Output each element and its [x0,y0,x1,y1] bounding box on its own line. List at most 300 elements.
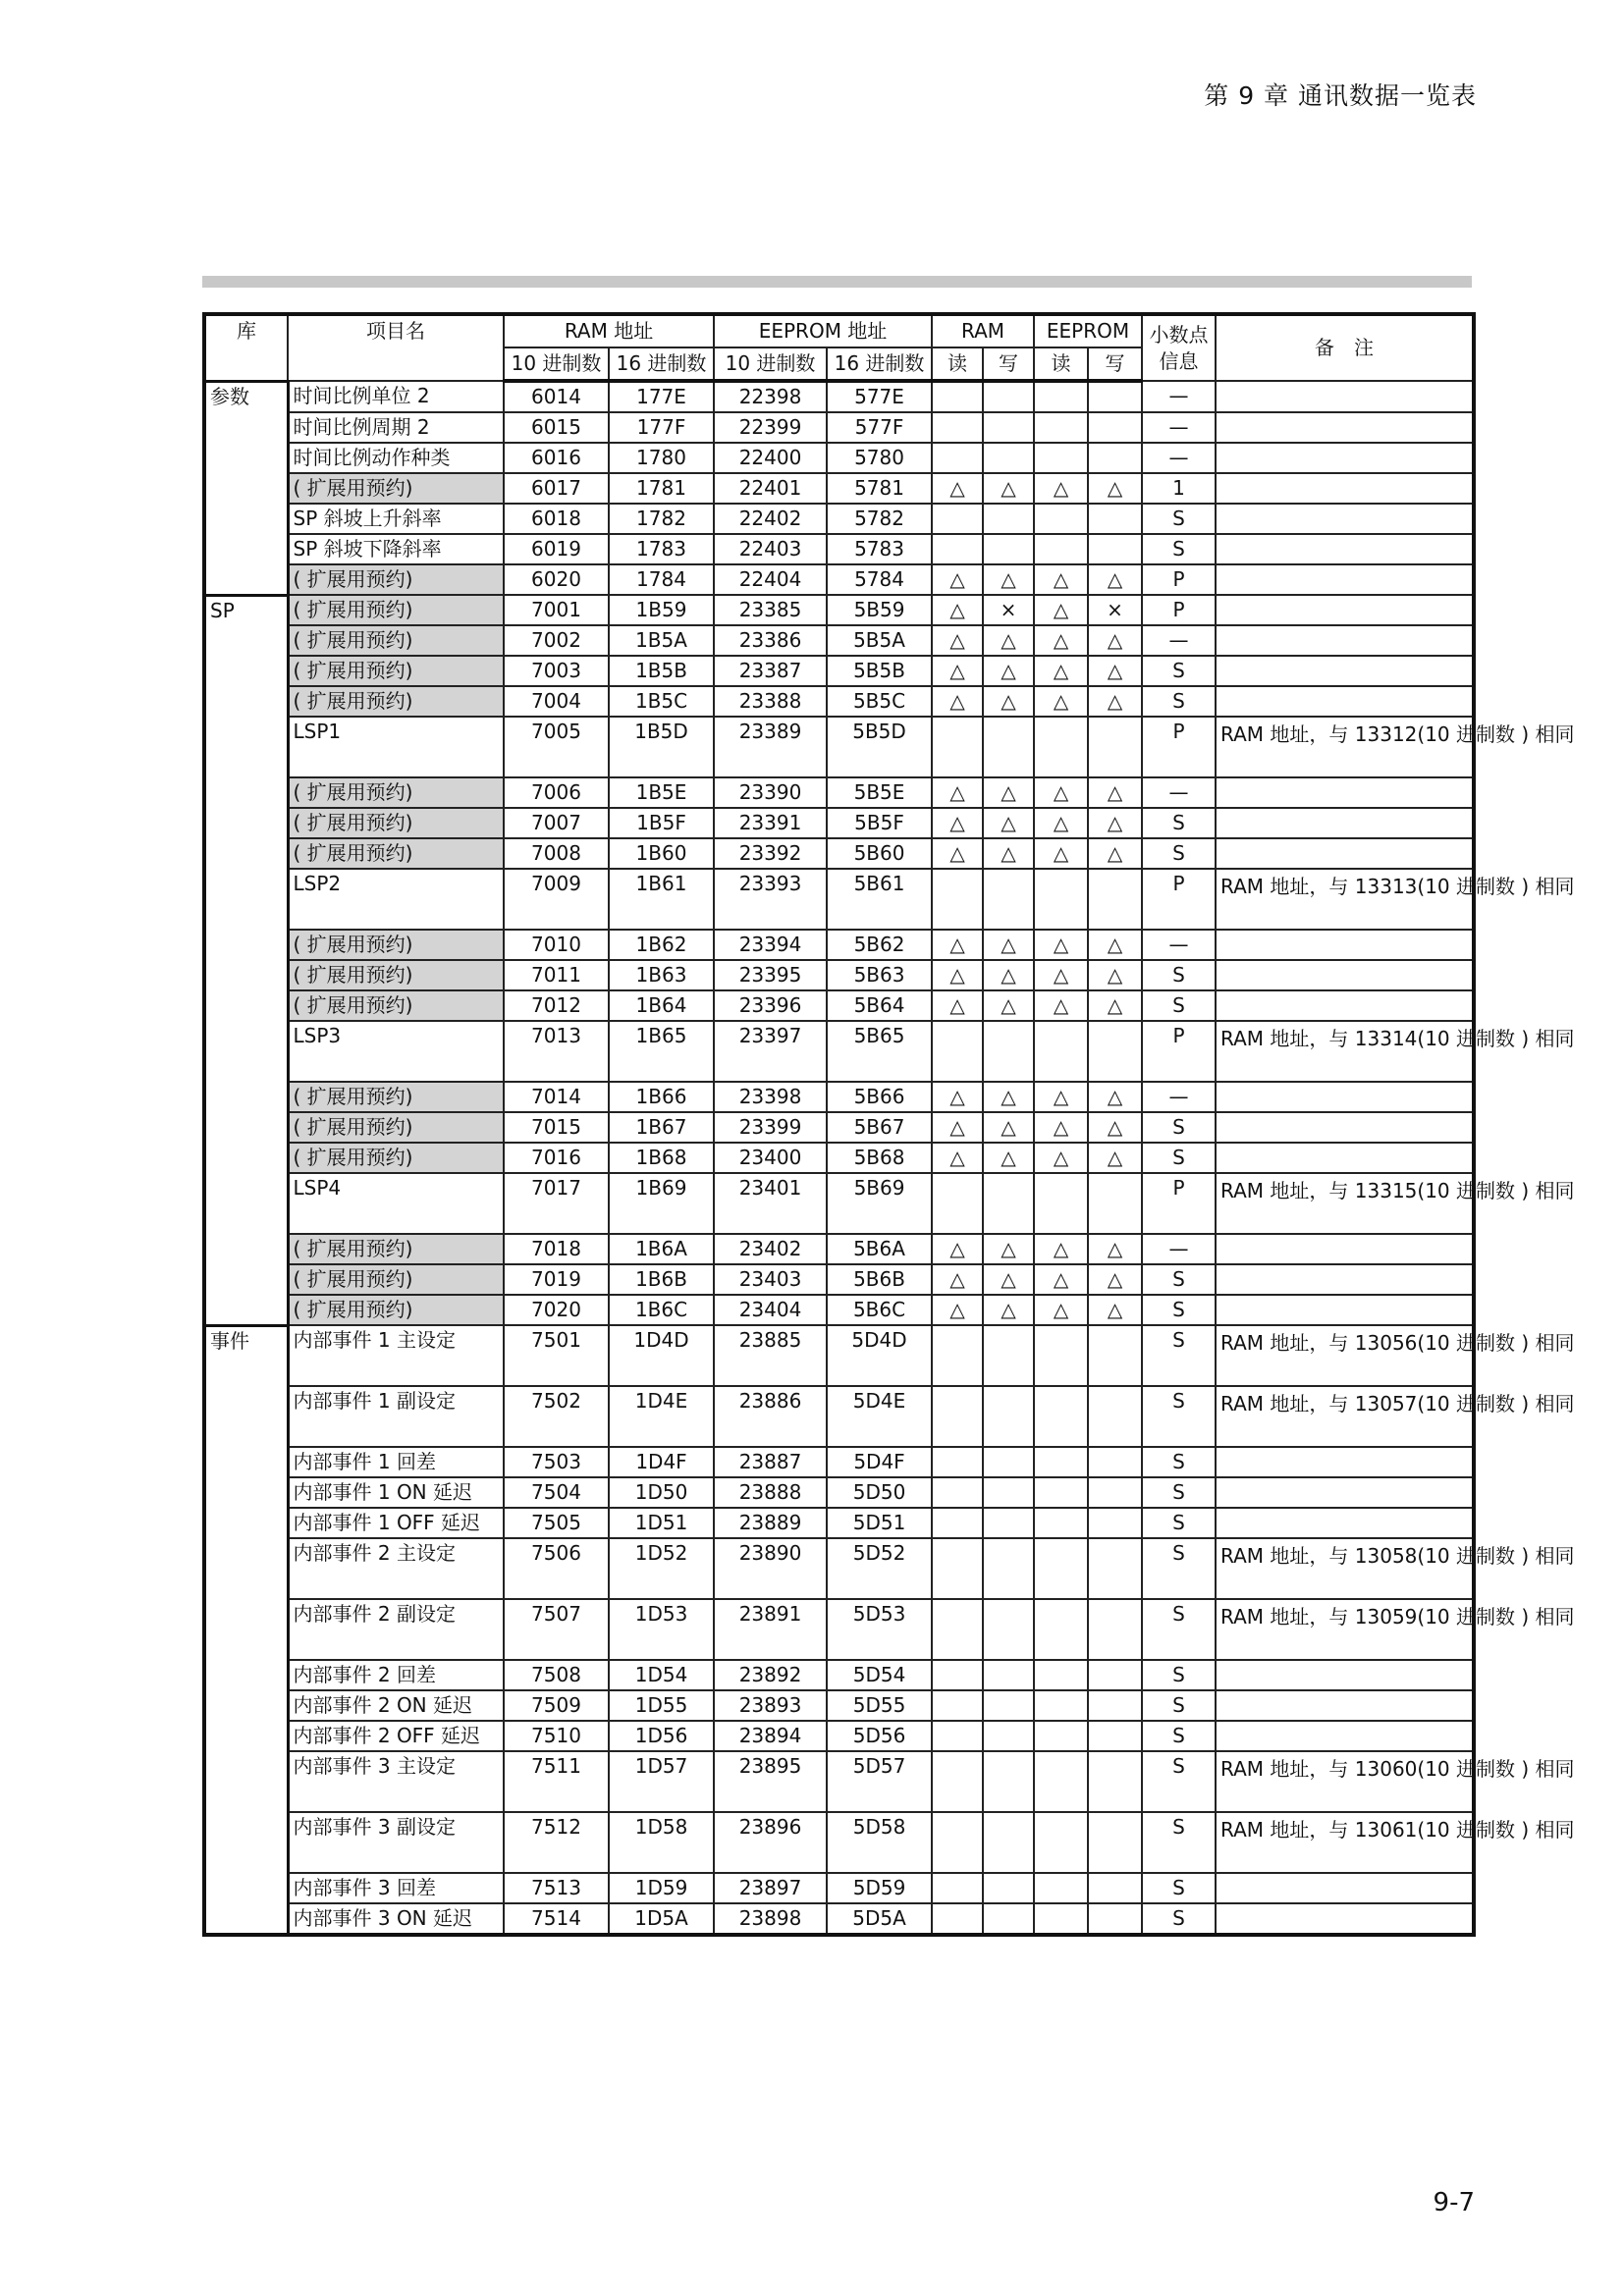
ram-write-cell: △ [983,1082,1034,1112]
ram-read-cell [932,412,983,443]
decimal-info-cell: S [1142,1721,1216,1751]
decimal-info-cell: — [1142,381,1216,412]
eeprom-read-cell [1034,1325,1088,1386]
eeprom-write-cell [1088,534,1142,564]
ram-hex-cell: 1B6C [609,1295,714,1325]
eeprom-read-cell [1034,1173,1088,1234]
ram-write-cell: △ [983,1234,1034,1264]
ram-read-cell [932,1021,983,1082]
decimal-info-cell: S [1142,686,1216,717]
eeprom-hex-cell: 5D51 [827,1508,932,1538]
ram-write-cell [983,381,1034,412]
eeprom-write-cell: △ [1088,1082,1142,1112]
ram-hex-cell: 1D51 [609,1508,714,1538]
ram-read-cell [932,1812,983,1873]
library-cell [204,1660,288,1690]
ram-read-cell [932,1477,983,1508]
decimal-info-cell: S [1142,1660,1216,1690]
ram-read-cell [932,1447,983,1477]
eeprom-dec-cell: 23402 [714,1234,827,1264]
ram-read-cell: △ [932,1112,983,1143]
ram-dec-cell: 6019 [504,534,609,564]
ram-write-cell: △ [983,990,1034,1021]
ram-dec-cell: 7509 [504,1690,609,1721]
table-row [204,625,1474,656]
eeprom-hex-cell: 5B59 [827,595,932,625]
item-name-cell: SP 斜坡下降斜率 [288,534,504,564]
item-name-cell: ( 扩展用预约) [288,838,504,869]
table-row [204,1751,1474,1812]
ram-dec-cell: 7010 [504,930,609,960]
ram-dec-cell: 7514 [504,1903,609,1935]
item-name-cell: LSP4 [288,1173,504,1234]
eeprom-hex-cell: 577F [827,412,932,443]
ram-dec-cell: 7012 [504,990,609,1021]
eeprom-write-cell: △ [1088,1264,1142,1295]
note-cell [1216,838,1474,869]
eeprom-hex-cell: 5B61 [827,869,932,930]
library-cell [204,1508,288,1538]
library-cell [204,564,288,595]
header-library: 库 [204,314,288,381]
ram-hex-cell: 1D54 [609,1660,714,1690]
table-row [204,1812,1474,1873]
eeprom-write-cell [1088,1690,1142,1721]
table-row [204,1508,1474,1538]
ram-dec-cell: 7502 [504,1386,609,1447]
ram-hex-cell: 1D4E [609,1386,714,1447]
note-cell [1216,443,1474,473]
note-cell [1216,1082,1474,1112]
eeprom-dec-cell: 23399 [714,1112,827,1143]
eeprom-read-cell: △ [1034,777,1088,808]
table-row [204,777,1474,808]
eeprom-hex-cell: 5B69 [827,1173,932,1234]
ram-write-cell [983,1021,1034,1082]
ram-write-cell [983,1599,1034,1660]
item-name-cell: LSP3 [288,1021,504,1082]
item-name-cell: 内部事件 1 OFF 延迟 [288,1508,504,1538]
decimal-info-cell: 1 [1142,473,1216,504]
table-row [204,1538,1474,1599]
eeprom-hex-cell: 5B60 [827,838,932,869]
table-row [204,1264,1474,1295]
eeprom-dec-cell: 23894 [714,1721,827,1751]
eeprom-read-cell: △ [1034,838,1088,869]
ram-read-cell [932,1903,983,1935]
eeprom-read-cell [1034,1751,1088,1812]
library-cell [204,717,288,777]
eeprom-write-cell [1088,1873,1142,1903]
eeprom-read-cell: △ [1034,656,1088,686]
eeprom-hex-cell: 577E [827,381,932,412]
header-ram-dec: 10 进制数 [504,347,609,381]
header-row-1 [204,314,1474,347]
eeprom-dec-cell: 23385 [714,595,827,625]
decimal-info-cell: S [1142,1903,1216,1935]
eeprom-dec-cell: 23389 [714,717,827,777]
eeprom-write-cell [1088,443,1142,473]
ram-hex-cell: 1B5D [609,717,714,777]
table-row [204,504,1474,534]
header-item-name: 项目名 [288,314,504,381]
library-cell [204,1751,288,1812]
eeprom-write-cell: △ [1088,1112,1142,1143]
eeprom-hex-cell: 5D50 [827,1477,932,1508]
eeprom-dec-cell: 23404 [714,1295,827,1325]
eeprom-write-cell: △ [1088,564,1142,595]
eeprom-read-cell [1034,412,1088,443]
item-name-cell: LSP1 [288,717,504,777]
decimal-info-cell: S [1142,838,1216,869]
table-row [204,1021,1474,1082]
ram-dec-cell: 7005 [504,717,609,777]
eeprom-dec-cell: 23890 [714,1538,827,1599]
eeprom-read-cell [1034,1660,1088,1690]
decimal-info-cell: P [1142,1021,1216,1082]
eeprom-read-cell: △ [1034,930,1088,960]
library-cell: 参数 [204,381,288,412]
ram-hex-cell: 1D53 [609,1599,714,1660]
library-cell [204,990,288,1021]
ram-hex-cell: 1D5A [609,1903,714,1935]
eeprom-read-cell: △ [1034,1264,1088,1295]
eeprom-hex-cell: 5B68 [827,1143,932,1173]
eeprom-dec-cell: 23401 [714,1173,827,1234]
note-cell [1216,1660,1474,1690]
eeprom-hex-cell: 5B63 [827,960,932,990]
note-cell: RAM 地址，与 13057(10 进制数 ) 相同 [1216,1386,1474,1447]
item-name-cell: ( 扩展用预约) [288,1264,504,1295]
eeprom-read-cell: △ [1034,595,1088,625]
ram-hex-cell: 1D58 [609,1812,714,1873]
ram-dec-cell: 7511 [504,1751,609,1812]
table-row [204,1325,1474,1386]
item-name-cell: ( 扩展用预约) [288,686,504,717]
item-name-cell: 内部事件 3 回差 [288,1873,504,1903]
library-cell [204,960,288,990]
ram-read-cell: △ [932,1295,983,1325]
ram-write-cell [983,1386,1034,1447]
eeprom-dec-cell: 22404 [714,564,827,595]
eeprom-write-cell: × [1088,595,1142,625]
ram-dec-cell: 7020 [504,1295,609,1325]
decimal-info-cell: S [1142,1538,1216,1599]
ram-hex-cell: 1B5F [609,808,714,838]
decimal-info-cell: — [1142,777,1216,808]
eeprom-read-cell: △ [1034,808,1088,838]
ram-dec-cell: 7015 [504,1112,609,1143]
eeprom-write-cell [1088,1660,1142,1690]
table-row [204,1143,1474,1173]
eeprom-hex-cell: 5B5E [827,777,932,808]
eeprom-write-cell [1088,1386,1142,1447]
ram-read-cell: △ [932,686,983,717]
ram-dec-cell: 7506 [504,1538,609,1599]
eeprom-write-cell [1088,1508,1142,1538]
ram-write-cell [983,1873,1034,1903]
note-cell [1216,1264,1474,1295]
eeprom-write-cell [1088,381,1142,412]
table-row [204,686,1474,717]
eeprom-hex-cell: 5B5D [827,717,932,777]
note-cell [1216,960,1474,990]
eeprom-hex-cell: 5783 [827,534,932,564]
ram-hex-cell: 1B61 [609,869,714,930]
ram-write-cell: × [983,595,1034,625]
item-name-cell: LSP2 [288,869,504,930]
eeprom-dec-cell: 23400 [714,1143,827,1173]
ram-dec-cell: 6018 [504,504,609,534]
eeprom-hex-cell: 5D4F [827,1447,932,1477]
item-name-cell: ( 扩展用预约) [288,625,504,656]
ram-dec-cell: 7002 [504,625,609,656]
eeprom-dec-cell: 22401 [714,473,827,504]
note-cell [1216,1721,1474,1751]
eeprom-write-cell: △ [1088,1234,1142,1264]
eeprom-dec-cell: 23388 [714,686,827,717]
eeprom-dec-cell: 23397 [714,1021,827,1082]
note-cell [1216,777,1474,808]
note-cell [1216,686,1474,717]
eeprom-read-cell: △ [1034,1082,1088,1112]
eeprom-write-cell: △ [1088,473,1142,504]
library-cell [204,656,288,686]
ram-dec-cell: 7007 [504,808,609,838]
eeprom-dec-cell: 23394 [714,930,827,960]
table-row [204,1690,1474,1721]
ram-hex-cell: 1B5B [609,656,714,686]
ram-hex-cell: 1B6B [609,1264,714,1295]
item-name-cell: ( 扩展用预约) [288,960,504,990]
ram-hex-cell: 177E [609,381,714,412]
eeprom-read-cell: △ [1034,686,1088,717]
table-row [204,1447,1474,1477]
ram-read-cell: △ [932,808,983,838]
ram-write-cell: △ [983,1112,1034,1143]
ram-read-cell: △ [932,1082,983,1112]
ram-hex-cell: 1B67 [609,1112,714,1143]
decimal-info-cell: P [1142,869,1216,930]
ram-hex-cell: 1B64 [609,990,714,1021]
library-cell [204,1477,288,1508]
ram-read-cell [932,381,983,412]
ram-read-cell [932,534,983,564]
eeprom-dec-cell: 22402 [714,504,827,534]
note-cell: RAM 地址，与 13312(10 进制数 ) 相同 [1216,717,1474,777]
ram-dec-cell: 7505 [504,1508,609,1538]
ram-hex-cell: 1B59 [609,595,714,625]
ram-hex-cell: 1B65 [609,1021,714,1082]
ram-read-cell: △ [932,838,983,869]
table-row [204,1295,1474,1325]
ram-write-cell [983,1477,1034,1508]
ram-hex-cell: 177F [609,412,714,443]
ram-write-cell [983,1173,1034,1234]
eeprom-write-cell: △ [1088,625,1142,656]
library-cell [204,1386,288,1447]
header-eeprom-hex: 16 进制数 [827,347,932,381]
eeprom-read-cell: △ [1034,960,1088,990]
eeprom-write-cell: △ [1088,930,1142,960]
eeprom-read-cell [1034,1812,1088,1873]
item-name-cell: ( 扩展用预约) [288,1082,504,1112]
eeprom-hex-cell: 5B5A [827,625,932,656]
table-body [204,381,1575,1935]
eeprom-hex-cell: 5D4E [827,1386,932,1447]
ram-hex-cell: 1D55 [609,1690,714,1721]
table-row [204,1873,1474,1903]
item-name-cell: ( 扩展用预约) [288,990,504,1021]
eeprom-write-cell: △ [1088,656,1142,686]
ram-dec-cell: 7503 [504,1447,609,1477]
decimal-info-cell: P [1142,1173,1216,1234]
ram-dec-cell: 7004 [504,686,609,717]
table-row [204,1599,1474,1660]
header-ram: RAM [932,314,1034,347]
note-cell [1216,1112,1474,1143]
eeprom-write-cell [1088,504,1142,534]
ram-write-cell: △ [983,656,1034,686]
library-cell [204,1721,288,1751]
ram-read-cell: △ [932,1143,983,1173]
eeprom-read-cell: △ [1034,625,1088,656]
eeprom-write-cell: △ [1088,777,1142,808]
note-cell [1216,1873,1474,1903]
ram-write-cell: △ [983,686,1034,717]
ram-hex-cell: 1D4D [609,1325,714,1386]
eeprom-hex-cell: 5B6A [827,1234,932,1264]
library-cell [204,443,288,473]
decimal-info-cell: S [1142,1477,1216,1508]
ram-hex-cell: 1B63 [609,960,714,990]
library-cell [204,1447,288,1477]
ram-hex-cell: 1D50 [609,1477,714,1508]
ram-read-cell [932,443,983,473]
note-cell: RAM 地址，与 13059(10 进制数 ) 相同 [1216,1599,1474,1660]
ram-read-cell: △ [932,960,983,990]
library-cell [204,1112,288,1143]
ram-read-cell [932,1508,983,1538]
library-cell [204,1873,288,1903]
eeprom-dec-cell: 22399 [714,412,827,443]
ram-write-cell [983,412,1034,443]
eeprom-write-cell [1088,1751,1142,1812]
note-cell: RAM 地址，与 13056(10 进制数 ) 相同 [1216,1325,1474,1386]
library-cell [204,625,288,656]
item-name-cell: ( 扩展用预约) [288,473,504,504]
eeprom-read-cell: △ [1034,1143,1088,1173]
eeprom-dec-cell: 23897 [714,1873,827,1903]
ram-dec-cell: 7001 [504,595,609,625]
eeprom-read-cell [1034,1903,1088,1935]
ram-write-cell [983,717,1034,777]
eeprom-hex-cell: 5D52 [827,1538,932,1599]
eeprom-read-cell: △ [1034,1295,1088,1325]
decimal-info-cell: S [1142,808,1216,838]
ram-dec-cell: 7018 [504,1234,609,1264]
decimal-info-cell: S [1142,504,1216,534]
header-ram-address: RAM 地址 [504,314,714,347]
decimal-info-cell: S [1142,1447,1216,1477]
table-row [204,412,1474,443]
eeprom-dec-cell: 23895 [714,1751,827,1812]
ram-dec-cell: 7013 [504,1021,609,1082]
ram-dec-cell: 7512 [504,1812,609,1873]
library-cell: 事件 [204,1325,288,1386]
eeprom-dec-cell: 23395 [714,960,827,990]
ram-write-cell: △ [983,777,1034,808]
ram-hex-cell: 1D4F [609,1447,714,1477]
ram-write-cell: △ [983,473,1034,504]
decimal-info-cell: — [1142,443,1216,473]
ram-write-cell [983,1721,1034,1751]
header-eeprom: EEPROM [1034,314,1142,347]
library-cell [204,838,288,869]
note-cell [1216,1903,1474,1935]
ram-write-cell [983,1538,1034,1599]
ram-write-cell [983,1690,1034,1721]
library-cell [204,1143,288,1173]
decimal-info-cell: S [1142,1295,1216,1325]
eeprom-hex-cell: 5B62 [827,930,932,960]
ram-dec-cell: 6016 [504,443,609,473]
header-ram-read: 读 [932,347,983,381]
top-divider-bar [202,276,1472,288]
eeprom-read-cell [1034,534,1088,564]
library-cell [204,1173,288,1234]
decimal-info-cell: S [1142,1751,1216,1812]
ram-read-cell [932,1660,983,1690]
table-row [204,564,1474,595]
item-name-cell: SP 斜坡上升斜率 [288,504,504,534]
item-name-cell: 内部事件 2 ON 延迟 [288,1690,504,1721]
ram-read-cell [932,717,983,777]
ram-write-cell [983,1508,1034,1538]
item-name-cell: ( 扩展用预约) [288,1143,504,1173]
eeprom-write-cell [1088,1721,1142,1751]
ram-dec-cell: 7016 [504,1143,609,1173]
item-name-cell: ( 扩展用预约) [288,1295,504,1325]
eeprom-dec-cell: 23896 [714,1812,827,1873]
decimal-info-cell: S [1142,1143,1216,1173]
ram-hex-cell: 1B5A [609,625,714,656]
eeprom-write-cell: △ [1088,960,1142,990]
ram-read-cell [932,504,983,534]
item-name-cell: ( 扩展用预约) [288,777,504,808]
ram-dec-cell: 7508 [504,1660,609,1690]
ram-hex-cell: 1780 [609,443,714,473]
table-row [204,1173,1474,1234]
decimal-info-cell: S [1142,1386,1216,1447]
eeprom-write-cell [1088,1325,1142,1386]
library-cell: SP [204,595,288,625]
table-row [204,1082,1474,1112]
ram-read-cell [932,1873,983,1903]
library-cell [204,1538,288,1599]
decimal-info-cell: S [1142,1599,1216,1660]
ram-write-cell [983,1660,1034,1690]
library-cell [204,1264,288,1295]
ram-read-cell: △ [932,990,983,1021]
ram-write-cell: △ [983,625,1034,656]
ram-hex-cell: 1B62 [609,930,714,960]
eeprom-dec-cell: 23891 [714,1599,827,1660]
eeprom-hex-cell: 5D59 [827,1873,932,1903]
eeprom-dec-cell: 23396 [714,990,827,1021]
decimal-info-cell: P [1142,595,1216,625]
communication-data-table [202,312,1575,1937]
